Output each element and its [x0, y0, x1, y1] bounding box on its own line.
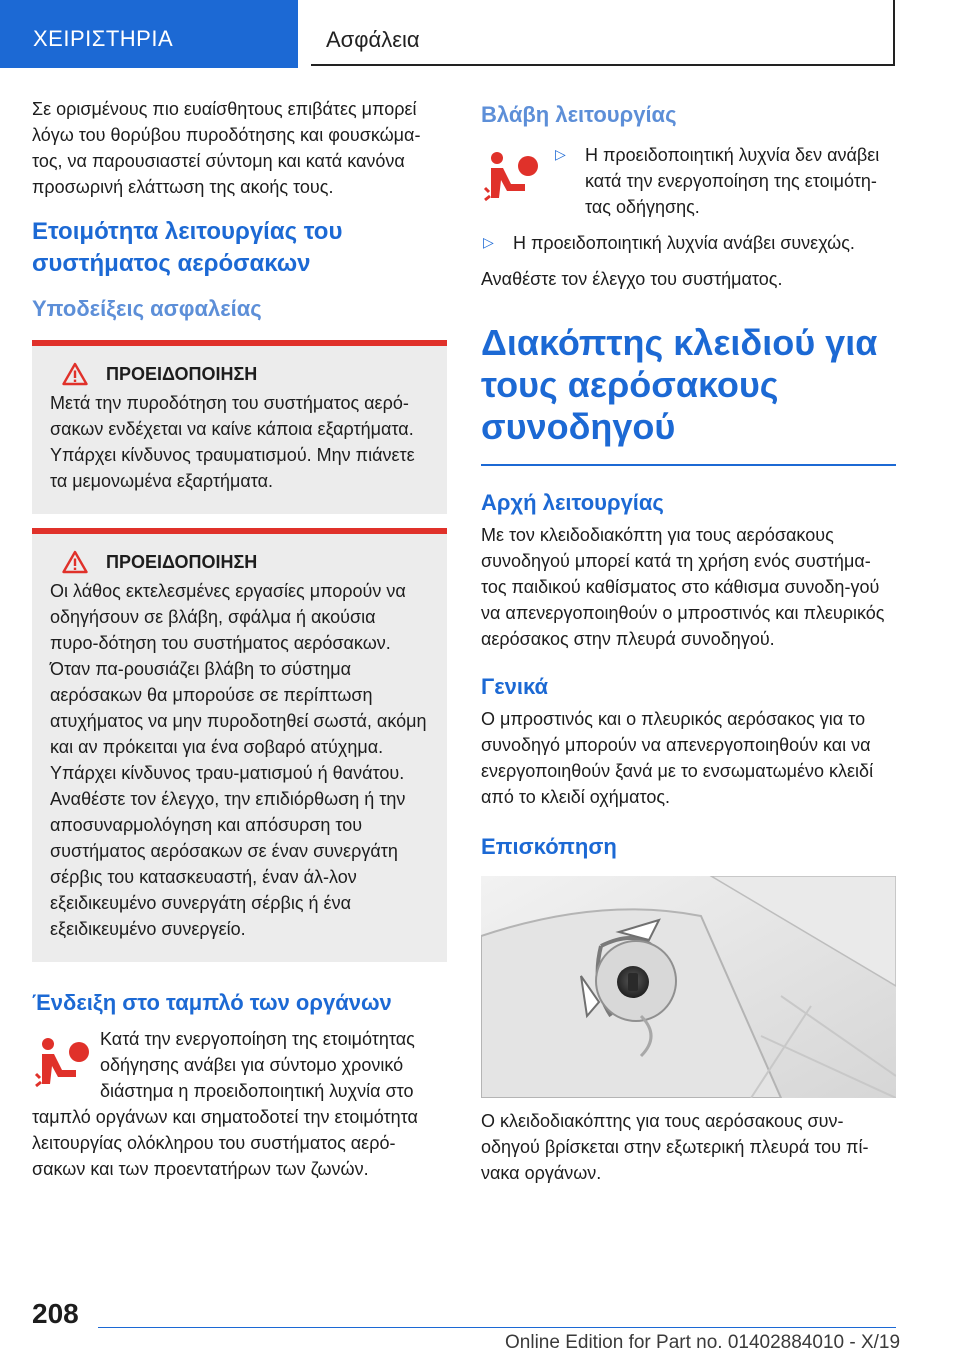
warning-text: Οι λάθος εκτελεσμένες εργασίες μπορούν να οδηγήσουν σε βλάβη, σφάλμα ή ακούσια πυρο-δότηση του συστήματος αερόσακων. Όταν πα-ρουσιάζει βλάβη το σύστημα αερόσακων θα μπορούσε σε περίπτωση ατυχήματος να μην πυροδοτηθεί σωστά, ακόμη και αν πρόκειται για ένα σοβαρό ατύχημα. Υπάρχει κίνδυνος τραυ-ματισμού ή θανάτου. Αναθέστε τον έλεγχο, την επιδιόρθωση ή την αποσυναρμολόγηση και απόσυρση του συστήματος αερόσακων σε έναν συνεργάτη σέρβις του κατασκευαστή, έναν άλ-λον εξειδικευμένο συνεργάτη σέρβις ή ένα εξειδικευμένο συνεργείο. [50, 581, 427, 939]
overview-caption: Ο κλειδοδιακόπτης για τους αερόσακους συν-οδηγού βρίσκεται στην εξωτερική πλευρά του πί-νακα οργάνων. [481, 1111, 869, 1183]
bullet-triangle-icon: ▷ [483, 234, 494, 250]
section-divider [481, 464, 896, 466]
heading-safety-notes: Υποδείξεις ασφαλείας [32, 296, 262, 321]
warning-box-2 [32, 528, 447, 962]
malfunction-action: Αναθέστε τον έλεγχο του συστήματος. [481, 269, 783, 289]
intro-paragraph: Σε ορισμένους πιο ευαίσθητους επιβάτες μπορεί λόγω του θορύβου πυροδότησης και φουσκώμα-τος, να παρουσιαστεί σύντομη και κατά κανόνα προσωρινή ελάττωση της ακοής τους. [32, 99, 421, 197]
warning-text: Μετά την πυροδότηση του συστήματος αερό-σακων ενδέχεται να καίνε κάποια εξαρτήματα. Υπάρχει κίνδυνος τραυματισμού. Μην πιάνετε τα μεμονωμένα εξαρτήματα. [50, 393, 415, 491]
footer-rule [98, 1327, 896, 1328]
warning-title: ΠΡΟΕΙΔΟΠΟΙΗΣΗ [106, 551, 258, 572]
list-item [553, 142, 896, 220]
display-indicator-block [32, 1026, 447, 1182]
general-text: Ο μπροστινός και ο πλευρικός αερόσακος για το συνοδηγό μπορούν να απενεργοποιηθούν και να ενεργοποιηθούν ξανά με το ενσωματωμένο κλειδί από το κλειδί οχήματος. [481, 709, 874, 807]
edition-text: Online Edition for Part no. 01402884010 - X/19 [505, 1332, 901, 1353]
heading-instrument-display: Ένδειξη στο ταμπλό των οργάνων [32, 990, 392, 1015]
warning-box-1 [32, 340, 447, 514]
display-text: Κατά την ενεργοποίηση της ετοιμότητας οδήγησης ανάβει για σύντομο χρονικό διάστημα η προειδοποιητική λυχνία στο [100, 1029, 415, 1101]
malfunction-block [481, 142, 896, 220]
section-tab[interactable] [0, 0, 298, 68]
heading-key-switch: Διακόπτης κλειδιού για τους αερόσακους συνοδηγού [481, 322, 878, 447]
bullet-triangle-icon: ▷ [555, 146, 566, 162]
heading-general: Γενικά [481, 674, 549, 699]
airbag-warning-icon [32, 1034, 94, 1090]
warning-triangle-icon [62, 362, 88, 386]
key-switch-photo [481, 876, 896, 1098]
heading-overview: Επισκόπηση [481, 834, 617, 859]
bullet-text: Η προειδοποιητική λυχνία ανάβει συνεχώς. [513, 233, 855, 253]
list-item [481, 230, 896, 256]
heading-principle: Αρχή λειτουργίας [481, 490, 664, 515]
right-column [481, 96, 896, 1186]
heading-malfunction: Βλάβη λειτουργίας [481, 102, 677, 127]
airbag-warning-icon [481, 148, 543, 204]
warning-triangle-icon [62, 550, 88, 574]
principle-text: Με τον κλειδοδιακόπτη για τους αερόσακους συνοδηγού μπορεί κατά τη χρήση ενός συστήμα-τος παιδικού καθίσματος στο κάθισμα συνοδη-γού να απενεργοποιηθούν ο μπροστινός και πλευρικός αερόσακος στην πλευρά συνοδηγού. [481, 525, 885, 649]
bullet-text: Η προειδοποιητική λυχνία δεν ανάβει κατά την ενεργοποίηση της ετοιμότη-τας οδήγησης. [585, 145, 880, 217]
display-text-continued: ταμπλό οργάνων και σηματοδοτεί την ετοιμότητα λειτουργίας ολόκληρου του συστήματος αερό-σακων και των προεντατήρων των ζωνών. [32, 1107, 418, 1179]
chapter-title: Ασφάλεια [326, 27, 420, 52]
page-number: 208 [32, 1298, 79, 1329]
chapter-header [311, 0, 895, 66]
section-tab-label: ΧΕΙΡΙΣΤΗΡΙΑ [33, 26, 174, 51]
left-column [32, 96, 447, 1182]
warning-title: ΠΡΟΕΙΔΟΠΟΙΗΣΗ [106, 363, 258, 384]
heading-readiness: Ετοιμότητα λειτουργίας του συστήματος αερόσακων [32, 218, 343, 277]
